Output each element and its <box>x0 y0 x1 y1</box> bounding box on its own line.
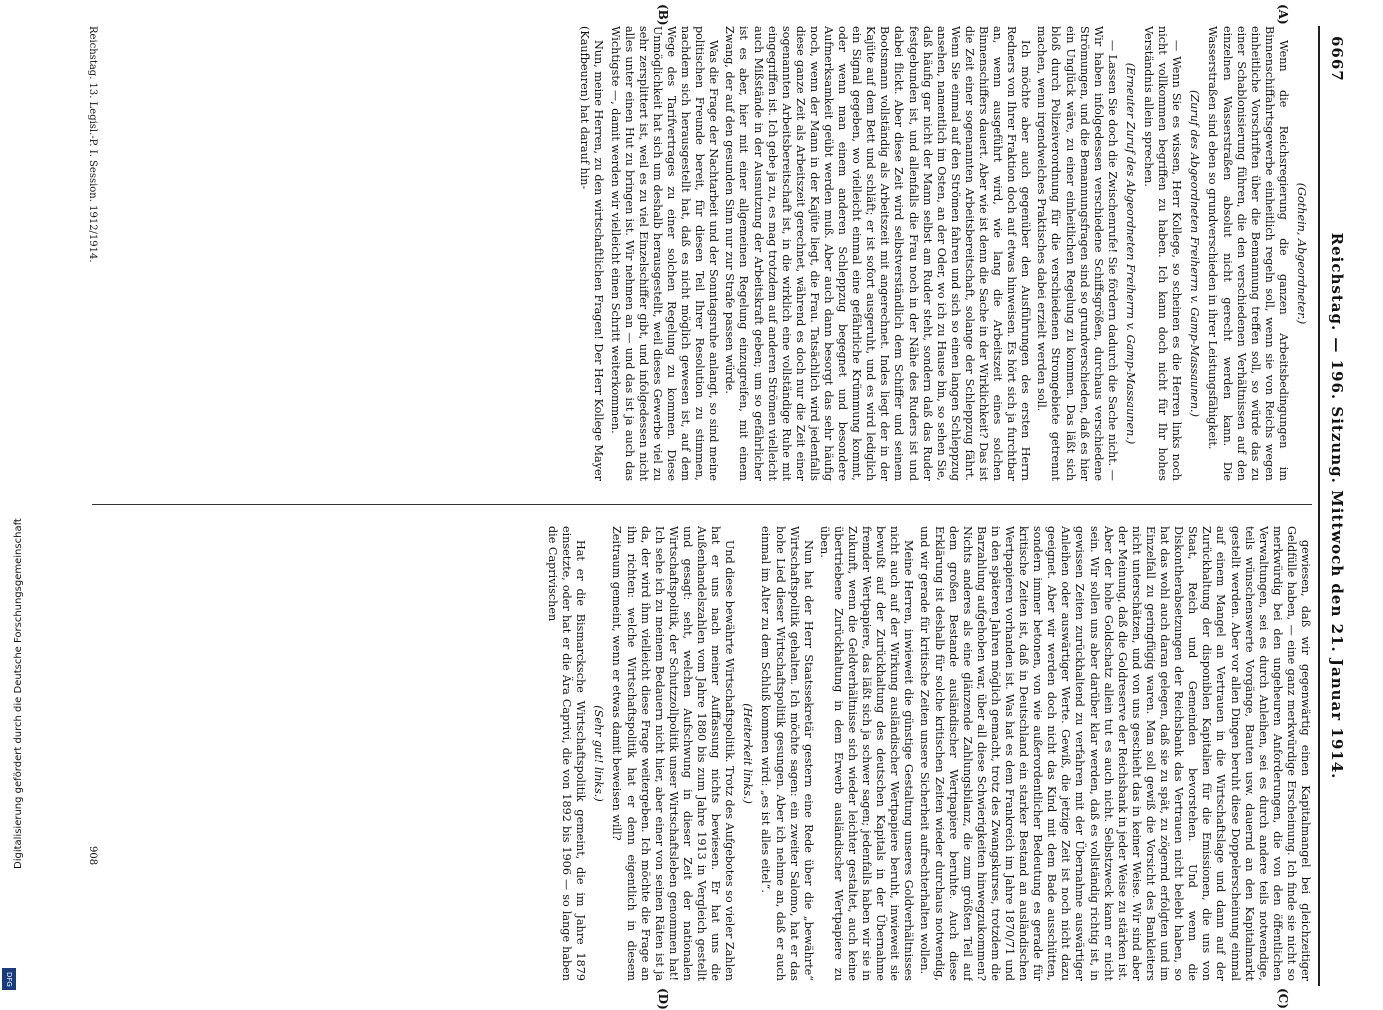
paragraph: — Wenn Sie es wissen, Herr Kollege, so scheinen es die Herren links noch nicht vollkommen begriffen zu haben. Ich kann doch nicht für Ihr hohes Verständnis allein sprechen. <box>1142 26 1184 481</box>
right-column <box>92 526 1312 981</box>
paragraph: Nun hat der Herr Staatssekretär gestern eine Rede über die „bewährte“ Wirtschaftspolitik gehalten. Ich möchte sagen: ein zweiter Salomo, hat er das hohe Lied dieser Wirtschaftspolitik gesungen. Aber ich nehme an, daß er auch einmal im Alter zu dem Schluß kommen wird: „es ist alles eitel“. <box>759 526 815 981</box>
sheet-number: 908 <box>87 846 98 866</box>
paragraph: (Heiterkeit links.) <box>741 703 755 804</box>
dfg-logo: DFG <box>2 968 16 990</box>
margin-marker-a: (A) <box>1276 4 1290 25</box>
paragraph: Und diese bewährte Wirtschaftspolitik. Trotz des Aufgebotes so vieler Zahlen hat er uns nach meiner Auffassung nichts bewiesen. Er hat uns die Außenhandelszahlen vom Jahre 1880 bis zum Jahre 1913 in Vergleich gestellt und gesagt: seht, welchen Aufschwung in dieser Zeit der nationalen Wirtschaftspolitik, der Schutzzollpolitik unser Wirtschaftsleben genommen hat! Ich sehe ich zu meinem Bedauern nicht hier, aber einer von seinen Räten ist ja da, der wird ihm vielleicht diese Frage weitergeben. Ich möchte die Frage an ihn richten: welche Wirtschaftspolitik hat er denn eigentlich in diesem Zeitraum gemeint, wenn er etwas damit beweisen will? <box>610 526 737 981</box>
paragraph: (Erneuter Zuruf des Abgeordneten Freiherrn v. Gamp-Massaunen.) <box>1123 62 1137 445</box>
rotated-page-content <box>80 4 1350 1010</box>
page-footer <box>87 26 98 866</box>
left-column <box>92 26 1312 481</box>
paragraph: Meine Herren, inwieweit die günstige Gestaltung unseres Goldverhältnisses nicht auch auf der Wirkung ausländischer Wertpapiere beruht, inwieweit sie bewußt auf der Zurückhaltung des deutschen Kapitals in der Übernahme fremder Wertpapiere, das läßt sich ja schwer sagen; jedenfalls haben wir sie in Zukunft, wenn die Geldverhältnisse sich wieder leichter gestaltet, auch keine übertriebene Zurückhaltung in dem Erwerb ausländischer Wertpapiere zu üben. <box>817 526 916 981</box>
digitization-credit: Digitalisierung gefördert durch die Deutsche Forschungsgemeinschaft <box>13 518 24 869</box>
paragraph: — Lassen Sie doch die Zwischenrufe! Sie fördern dadurch die Sache nicht. — Wir haben infolgedessen verschiedene Schiffsgrößen, durchaus verschiedene Strömungen, und die Bemannungsfragen sind so grundverschieden, daß es hier ein Unglück wäre, zu einer einheitlichen Regelung zu kommen. Das läßt sich bloß durch Polizeiverordnung für die verschiedenen Stromgebiete getrennt machen, wenn irgendwelches Praktisches dabei erzielt werden soll. <box>1035 26 1119 481</box>
paragraph: Wenn die Reichsregierung die ganzen Arbeitsbedingungen im Binnenschiffahrtsgewerbe einheitlich regeln soll, wenn sie von Reichs wegen einheitliche Vorschriften über die Bemannung treffen soll, so würde das zu einer Schablonisierung führen, die den verschiedenen Verhältnissen auf den einzelnen Wasserstraßen absolut nicht gerecht werden kann. Die Wasserstraßen sind eben so grundverschieden in ihrer Leistungsfähigkeit. <box>1206 26 1290 481</box>
scanned-page <box>80 4 1350 1010</box>
paragraph: Hat er die Bismarcksche Wirtschaftspolitik gemeint, die im Jahre 1879 einsetzte, oder hat er die Ära Caprivi, die von 1892 bis 1906 — so lange haben die Caprivischen <box>546 526 588 981</box>
paragraph: (Gothein, Abgeordneter.) <box>1295 182 1308 325</box>
margin-marker-c: (C) <box>1276 988 1290 1009</box>
page-header <box>1322 26 1350 986</box>
paragraph: Nun, meine Herren, zu den wirtschaftlichen Fragen! Der Herr Kollege Mayer (Kaufbeuren) hat darauf hin- <box>578 26 606 481</box>
header-rule <box>1318 26 1320 986</box>
paragraph: Was die Frage der Nachtarbeit und der Sonntagsruhe anlangt, so sind meine politischen Freunde bereit, für diesen Teil Ihrer Resolution zu stimmen, nachdem sich herausgestellt hat, daß es nicht möglich gewesen ist, auf dem Wege des Tarifvertrages zu einer solchen Regelung zu kommen. Diese Unmöglichkeit hat sich um deshalb herausgestellt, weil dieses Gewerbe viel zu sehr zersplittert ist, weil es zu viel Einzelschiffer gibt, und infolgedessen nicht alles unter einen Hut zu bringen ist. Wir nehmen an — und das ist ja auch das Wichtigste —, damit werden wir vielleicht einen Schritt weiterkommen. <box>608 26 721 481</box>
footer-citation: Reichstag. 13. Legisl.-P. I. Session. 1912/1914. <box>87 26 98 263</box>
paragraph: gewiesen, daß wir gegenwärtig einen Kapitalmangel bei gleichzeitiger Geldfülle haben, — eine ganz merkwürdige Erscheinung. Ich finde sie nicht so merkwürdig bei den ungeheuren Anforderungen, die von den öffentlichen Verwaltungen, sei es durch Anleihen, sei es durch andere teils notwendige, teils wünschenswerte Vorgänge, Bauten usw. dauernd an den Kapitalmarkt gestellt werden. Aber vor allen Dingen beruht diese Doppelerscheinung einmal auf einem Mangel an Vertrauen in die Wirtschaftslage und dann auf der Zurückhaltung der disponiblen Kapitalien für die Emissionen, die uns von Staat, Reich und Gemeinden bevorstehen. Und wenn die Diskontherabsetzungen der Reichsbank das Vertrauen nicht belebt haben, so hat das wohl auch daran gelegen, daß sie zu spät, zu zögernd erfolgten und im Einzelfall zu geringfügig waren. Man soll gewiß die Vorsicht des Bankleiters nicht unterschätzen, und von uns geschieht das in keiner Weise. Wir sind aber der Meinung, daß die Goldreserve der Reichsbank in jeder Weise zu stärken ist. Aber der hohe Goldschatz allein tut es auch nicht. Selbstzweck kann er nicht sein. Wir sollen uns aber darüber klar werden, daß es vollständig richtig ist, in gewissen Zeiten zurückhaltend zu verfahren mit der Übernahme auswärtiger Anleihen oder auswärtiger Werte. Gewiß, die jetzige Zeit ist noch nicht dazu geeignet. Aber wir werden doch nicht das Kind mit dem Bade ausschütten, sondern immer betonen, von wie außerordentlicher Bedeutung es gerade für kritische Zeiten ist, daß in Deutschland ein starker Bestand an ausländischen Wertpapieren vorhanden ist. Was hat es dem Frankreich im Jahre 1870/71 und in den späteren Jahren möglich gemacht, trotz des Zwangskurses, trotzdem die Barzahlung aufgehoben war, über all diese Schwierigkeiten hinwegzukommen? Nichts anderes als eine glänzende Zahlungsbilanz, die zum größten Teil auf dem großen Bestande ausländischer Wertpapiere beruhte. Auch diese Erklärung ist deshalb für solche kritischen Zeiten wieder durchaus notwendig, und wir gerade für kritische Zeiten unsere Sicherheit aufrechterhalten wollen. <box>918 526 1312 981</box>
paragraph: Ich möchte aber auch gegenüber den Ausführungen des ersten Herrn Redners von Ihrer Fraktion doch auf etwas hinweisen. Es hört sich ja furchtbar an, wenn ausgeführt wird, wie lang die Arbeitszeit eines solchen Binnenschiffers dauert. Aber wie ist denn die Sache in der Wirklichkeit? Das ist die Zeit einer sogenannten Arbeitsbereitschaft, solange der Schleppzug fährt. Wenn Sie einmal auf den Strömen fahren und sich so einen langen Schleppzug ansehen, namentlich im Osten, an der Oder, wo ich zu Hause bin, so sehen Sie, daß häufig gar nicht der Mann selbst am Ruder steht, sondern daß das Ruder festgebunden ist, und allenfalls die Frau noch in der Nähe des Ruders ist und dabei flickt. Aber diese Zeit wird selbstverständlich dem Schiffer und seinem Bootsmann vollständig als Arbeitszeit mit angerechnet. Indes liegt der in der Kajüte auf dem Bett und schläft; er ist sofort ausgeruht, und es wird lediglich ein Signal gegeben, wo vielleicht einmal eine gefährliche Krümmung kommt, oder wenn man einem anderen Schleppzug begegnet und besondere Aufmerksamkeit geübt werden muß. Aber auch dann besorgt das sehr häufig noch, wenn der Mann in der Kajüte liegt, die Frau. Tatsächlich wird jedenfalls diese ganze Zeit als Arbeitszeit gerechnet, während es doch nur die Zeit einer sogenannten Arbeitsbereitschaft ist, in die wirklich eine vollständige Ruhe mit eingegriffen ist. Ich gebe ja zu, es mag trotzdem auf anderen Strömen vielleicht auch Mißstände in der Ausnutzung der Arbeitskraft geben; um so gefährlicher ist es aber, hier mit einer allgemeinen Regelung einzugreifen, mit einem Zwang, der auf den gesunden Sinn nur zur Strafe passen würde. <box>723 26 1033 481</box>
margin-marker-d: (D) <box>656 988 670 1010</box>
column-divider <box>92 504 1312 505</box>
paragraph: (Sehr gut! links.) <box>592 705 606 802</box>
margin-marker-b: (B) <box>656 4 670 26</box>
page-title: Reichstag. — 196. Sitzung. Mittwoch den 21. Januar 1914. <box>1328 232 1346 780</box>
page-number: 6667 <box>1328 36 1346 82</box>
paragraph: (Zuruf des Abgeordneten Freiherrn v. Gamp-Massaunen.) <box>1188 90 1202 417</box>
